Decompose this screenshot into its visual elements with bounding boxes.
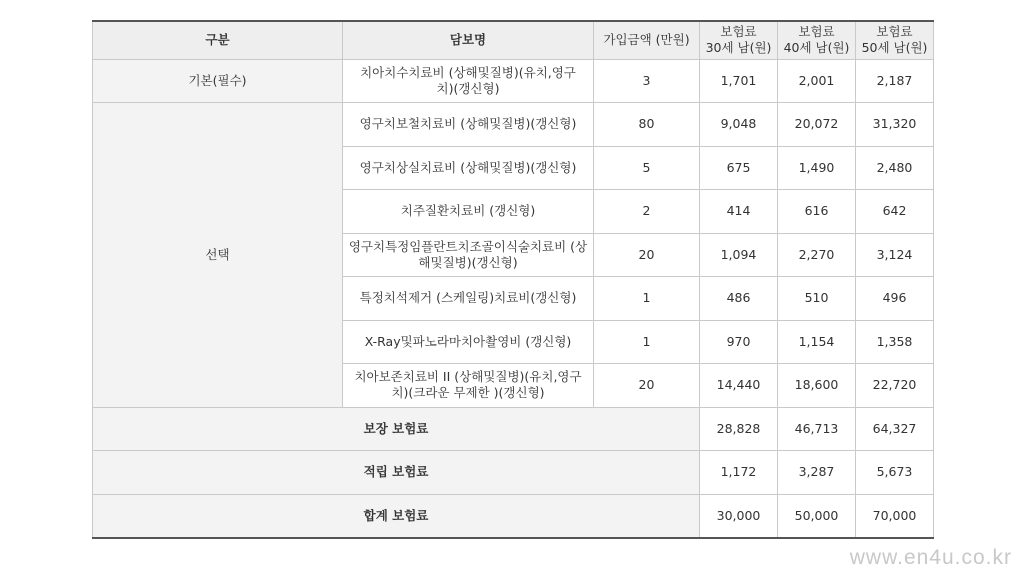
premium-50: 22,720 bbox=[856, 364, 934, 408]
header-premium-30: 보험료 30세 남(원) bbox=[700, 21, 778, 59]
coverage-amount: 20 bbox=[594, 233, 700, 277]
summary-50: 5,673 bbox=[856, 451, 934, 495]
group-label-optional: 선택 bbox=[93, 103, 343, 408]
summary-row-coverage bbox=[93, 407, 934, 451]
header-category: 구분 bbox=[93, 21, 343, 59]
premium-30: 9,048 bbox=[700, 103, 778, 147]
premium-30: 1,701 bbox=[700, 59, 778, 103]
premium-40: 2,001 bbox=[778, 59, 856, 103]
header-premium-50: 보험료 50세 남(원) bbox=[856, 21, 934, 59]
summary-row-total bbox=[93, 494, 934, 538]
premium-50: 2,480 bbox=[856, 146, 934, 190]
summary-30: 30,000 bbox=[700, 494, 778, 538]
summary-40: 3,287 bbox=[778, 451, 856, 495]
premium-30: 675 bbox=[700, 146, 778, 190]
premium-40: 18,600 bbox=[778, 364, 856, 408]
table-row bbox=[93, 103, 934, 147]
site-watermark: www.en4u.co.kr bbox=[849, 546, 1012, 569]
coverage-amount: 80 bbox=[594, 103, 700, 147]
premium-40: 616 bbox=[778, 190, 856, 234]
coverage-name: 영구치특정임플란트치조골이식술치료비 (상 해및질병)(갱신형) bbox=[343, 233, 594, 277]
premium-50: 642 bbox=[856, 190, 934, 234]
coverage-amount: 2 bbox=[594, 190, 700, 234]
premium-30: 486 bbox=[700, 277, 778, 321]
premium-40: 1,490 bbox=[778, 146, 856, 190]
header-premium-40: 보험료 40세 남(원) bbox=[778, 21, 856, 59]
coverage-name: 치아보존치료비 II (상해및질병)(유치,영구 치)(크라운 무제한 )(갱신형) bbox=[343, 364, 594, 408]
summary-label: 적립 보험료 bbox=[93, 451, 700, 495]
premium-30: 414 bbox=[700, 190, 778, 234]
summary-50: 64,327 bbox=[856, 407, 934, 451]
premium-30: 14,440 bbox=[700, 364, 778, 408]
coverage-amount: 20 bbox=[594, 364, 700, 408]
table-row bbox=[93, 59, 934, 103]
group-label-basic: 기본(필수) bbox=[93, 59, 343, 103]
coverage-amount: 1 bbox=[594, 320, 700, 364]
premium-table bbox=[92, 20, 934, 539]
summary-30: 1,172 bbox=[700, 451, 778, 495]
premium-40: 2,270 bbox=[778, 233, 856, 277]
coverage-name: 치아치수치료비 (상해및질병)(유치,영구 치)(갱신형) bbox=[343, 59, 594, 103]
coverage-name: X-Ray및파노라마치아촬영비 (갱신형) bbox=[343, 320, 594, 364]
coverage-name: 영구치상실치료비 (상해및질병)(갱신형) bbox=[343, 146, 594, 190]
header-amount: 가입금액 (만원) bbox=[594, 21, 700, 59]
premium-40: 1,154 bbox=[778, 320, 856, 364]
summary-label: 보장 보험료 bbox=[93, 407, 700, 451]
premium-30: 970 bbox=[700, 320, 778, 364]
header-row bbox=[93, 21, 934, 59]
summary-40: 46,713 bbox=[778, 407, 856, 451]
summary-label: 합계 보험료 bbox=[93, 494, 700, 538]
coverage-amount: 5 bbox=[594, 146, 700, 190]
coverage-name: 치주질환치료비 (갱신형) bbox=[343, 190, 594, 234]
premium-50: 2,187 bbox=[856, 59, 934, 103]
coverage-name: 영구치보철치료비 (상해및질병)(갱신형) bbox=[343, 103, 594, 147]
header-coverage: 담보명 bbox=[343, 21, 594, 59]
coverage-amount: 3 bbox=[594, 59, 700, 103]
summary-row-savings bbox=[93, 451, 934, 495]
premium-50: 496 bbox=[856, 277, 934, 321]
summary-30: 28,828 bbox=[700, 407, 778, 451]
coverage-amount: 1 bbox=[594, 277, 700, 321]
coverage-name: 특정치석제거 (스케일링)치료비(갱신형) bbox=[343, 277, 594, 321]
premium-50: 3,124 bbox=[856, 233, 934, 277]
summary-40: 50,000 bbox=[778, 494, 856, 538]
premium-50: 1,358 bbox=[856, 320, 934, 364]
summary-50: 70,000 bbox=[856, 494, 934, 538]
premium-50: 31,320 bbox=[856, 103, 934, 147]
premium-40: 510 bbox=[778, 277, 856, 321]
premium-40: 20,072 bbox=[778, 103, 856, 147]
premium-30: 1,094 bbox=[700, 233, 778, 277]
